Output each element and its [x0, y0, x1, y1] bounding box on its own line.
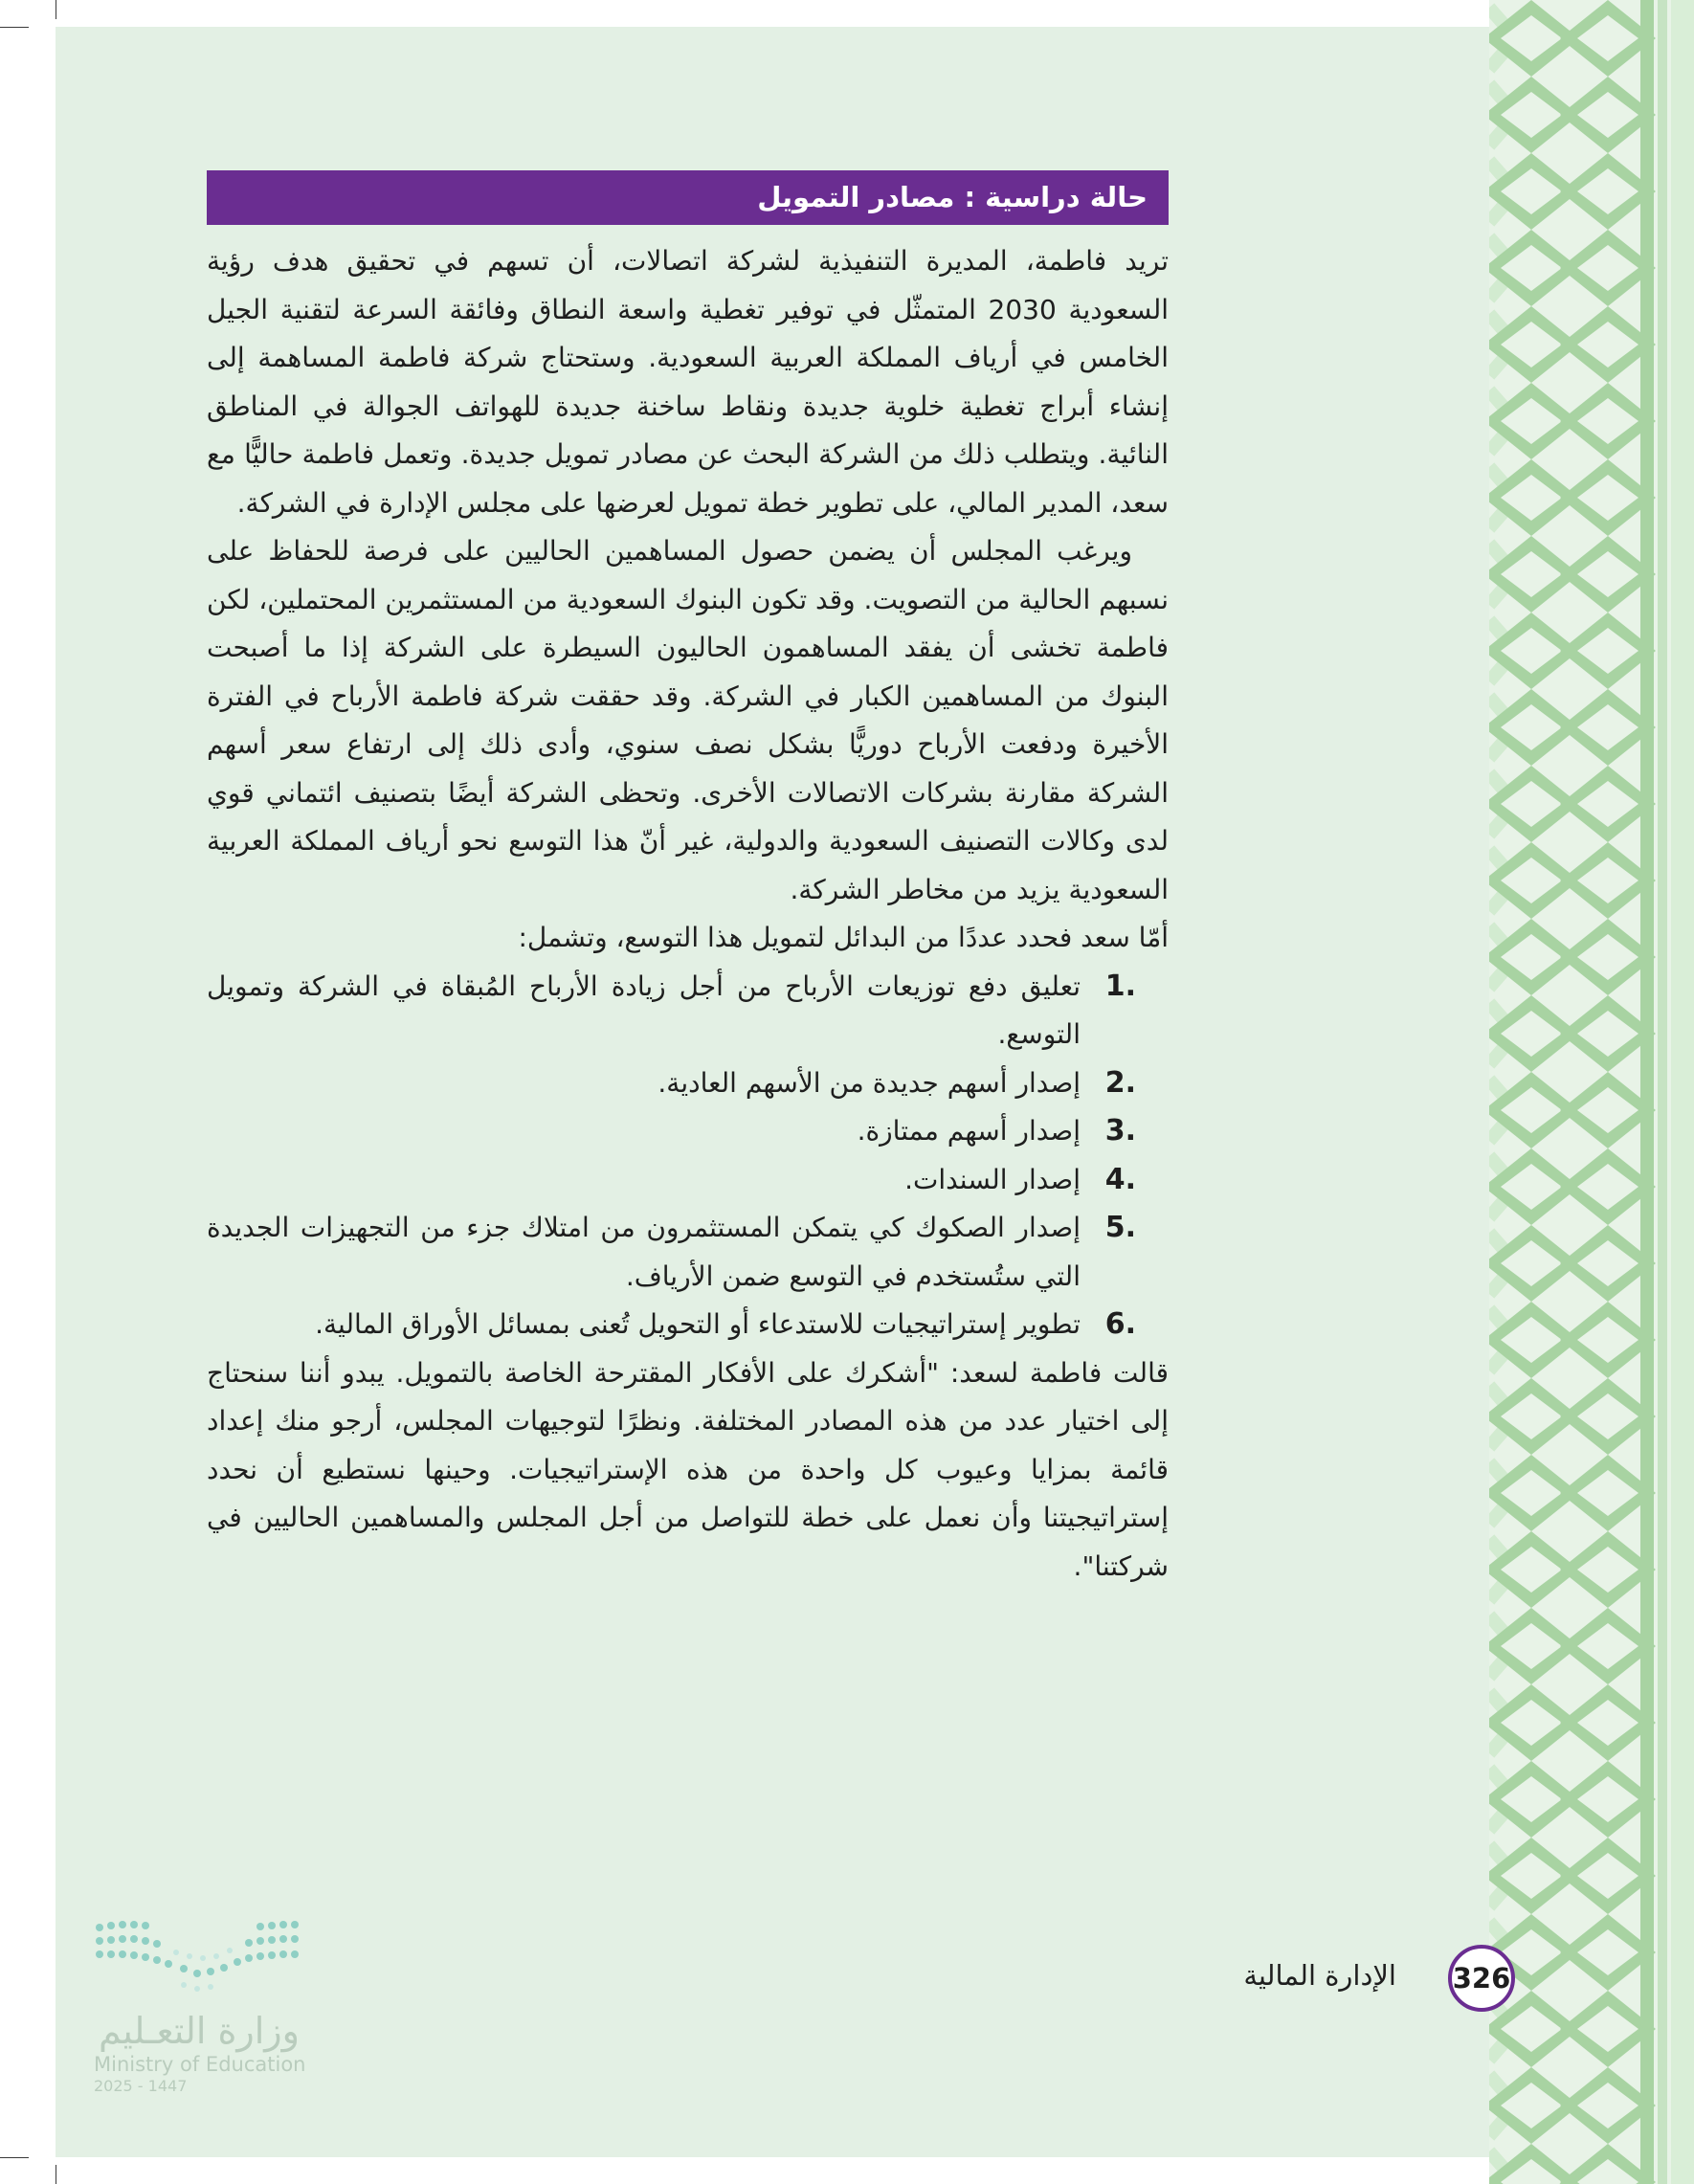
list-text: إصدار السندات. — [904, 1163, 1081, 1195]
list-item — [207, 1301, 1169, 1349]
paragraph-closing: قالت فاطمة لسعد: "أشكرك على الأفكار المقترحة الخاصة بالتمويل. يبدو أننا سنحتاج إلى اختيار عدد من هذه المصادر المختلفة. ونظرًا لتوجيهات المجلس، أرجو منك إعداد قائمة بمزايا وعيوب كل واحدة من هذه الإستراتيجيات. وحينها نستطيع أن نحدد إستراتيجيتنا وأن نعمل على خطة للتواصل من أجل المجلس والمساهمين الحاليين في شركتنا". — [207, 1356, 1169, 1582]
list-number: 3. — [1104, 1114, 1136, 1148]
list-text: تعليق دفع توزيعات الأرباح من أجل زيادة الأرباح المُبقاة في الشركة وتمويل التوسع. — [207, 969, 1081, 1050]
ministry-year: 2025 - 1447 — [94, 2077, 188, 2095]
list-number: 5. — [1104, 1211, 1136, 1244]
list-number: 2. — [1104, 1065, 1136, 1100]
decorative-chevron-band — [1489, 0, 1694, 2184]
case-study-title-bar — [207, 170, 1169, 225]
ministry-english-name: Ministry of Education — [94, 2053, 306, 2076]
list-number: 6. — [1104, 1307, 1136, 1341]
ministry-logo — [94, 1916, 309, 2098]
list-text: إصدار أسهم ممتازة. — [857, 1115, 1081, 1147]
crop-mark — [0, 27, 29, 28]
page-number: 326 — [1448, 1945, 1515, 2012]
list-text: إصدار الصكوك كي يتمكن المستثمرون من امتلاك جزء من التجهيزات الجديدة التي ستُستخدم في التوسع ضمن الأرياف. — [207, 1212, 1081, 1292]
list-text: تطوير إستراتيجيات للاستدعاء أو التحويل تُعنى بمسائل الأوراق المالية. — [315, 1308, 1081, 1340]
list-item — [207, 1204, 1169, 1301]
ministry-dots-icon — [94, 1916, 309, 2007]
list-text: إصدار أسهم جديدة من الأسهم العادية. — [658, 1066, 1081, 1099]
paragraph-alternatives: أمّا سعد فحدد عددًا من البدائل لتمويل هذا التوسع، وتشمل: — [518, 922, 1169, 953]
list-item — [207, 1156, 1169, 1205]
book-title: الإدارة المالية — [1243, 1959, 1396, 1992]
case-study-body — [207, 237, 1169, 1591]
ministry-arabic-name: وزارة التعـليم — [98, 2010, 300, 2052]
case-study-title: حالة دراسية : مصادر التمويل — [757, 181, 1148, 213]
paragraph-board: ويرغب المجلس أن يضمن حصول المساهمين الحاليين على فرصة للحفاظ على نسبهم الحالية من التصويت. وقد تكون البنوك السعودية من المستثمرين المحتملين، لكن فاطمة تخشى أن يفقد المساهمون الحاليون السيطرة على الشركة إذا ما أصبحت البنوك من المساهمين الكبار في الشركة. وقد حققت شركة فاطمة الأرباح في الفترة الأخيرة ودفعت الأرباح دوريًّا بشكل نصف سنوي، وأدى ذلك إلى ارتفاع سعر أسهم الشركة مقارنة بشركات الاتصالات الأخرى. وتحظى الشركة أيضًا بتصنيف ائتماني قوي لدى وكالات التصنيف السعودية والدولية، غير أنّ هذا التوسع نحو أرياف المملكة العربية السعودية يزيد من مخاطر الشركة. — [207, 535, 1169, 905]
list-item — [207, 1059, 1169, 1108]
list-item — [207, 963, 1169, 1059]
financing-options-list — [207, 963, 1169, 1349]
crop-mark — [0, 2157, 29, 2158]
list-item — [207, 1107, 1169, 1156]
paragraph-intro: تريد فاطمة، المديرة التنفيذية لشركة اتصالات، أن تسهم في تحقيق هدف رؤية السعودية 2030 المتمثّل في توفير تغطية واسعة النطاق وفائقة السرعة لتقنية الجيل الخامس في أرياف المملكة العربية السعودية. وستحتاج شركة فاطمة المساهمة إلى إنشاء أبراج تغطية خلوية جديدة ونقاط ساخنة جديدة للهواتف الجوالة في المناطق النائية. ويتطلب ذلك من الشركة البحث عن مصادر تمويل جديدة. وتعمل فاطمة حاليًّا مع سعد، المدير المالي، على تطوير خطة تمويل لعرضها على مجلس الإدارة في الشركة. — [207, 245, 1170, 519]
list-number: 1. — [1104, 969, 1136, 1003]
list-number: 4. — [1104, 1162, 1136, 1196]
